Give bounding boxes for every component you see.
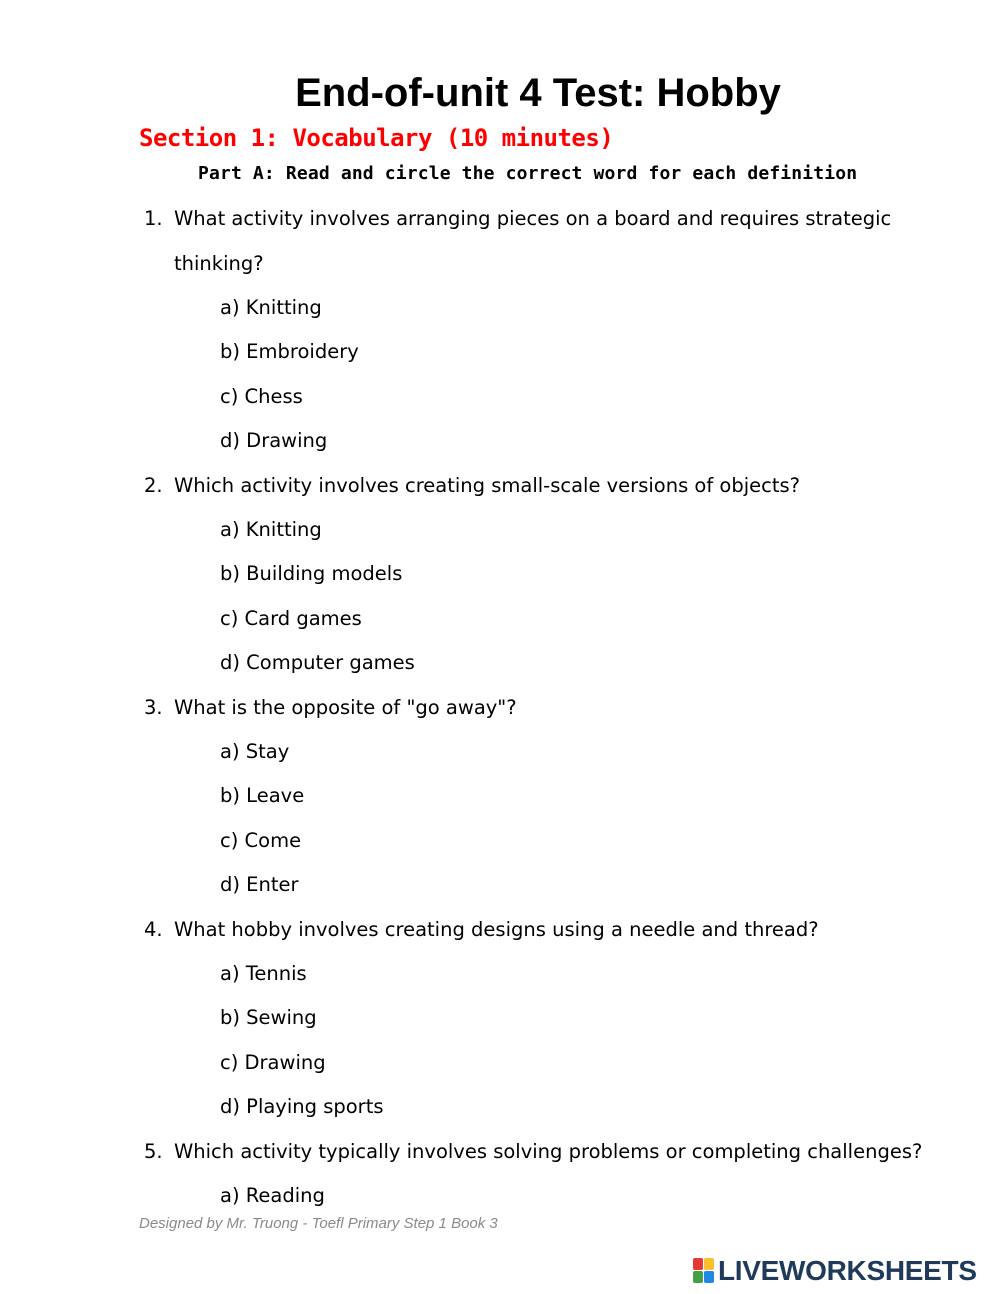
question-3-option-a[interactable]: a) Stay <box>220 740 290 763</box>
logo-square <box>704 1258 714 1270</box>
question-2-option-b[interactable]: b) Building models <box>220 562 403 585</box>
question-2-number: 2. <box>144 474 163 497</box>
question-1-option-b[interactable]: b) Embroidery <box>220 340 359 363</box>
question-1-option-a[interactable]: a) Knitting <box>220 296 322 319</box>
question-3-number: 3. <box>144 696 163 719</box>
question-2-option-d[interactable]: d) Computer games <box>220 651 415 674</box>
question-1-text-continued: thinking? <box>174 252 264 275</box>
question-2-option-a[interactable]: a) Knitting <box>220 518 322 541</box>
question-4-option-d[interactable]: d) Playing sports <box>220 1095 384 1118</box>
question-2-text: Which activity involves creating small-scale versions of objects? <box>174 474 801 497</box>
question-1-number: 1. <box>144 207 163 230</box>
question-4-option-b[interactable]: b) Sewing <box>220 1006 317 1029</box>
logo-square <box>693 1258 703 1270</box>
logo-square <box>704 1271 714 1283</box>
question-5-option-a[interactable]: a) Reading <box>220 1184 325 1207</box>
question-5-number: 5. <box>144 1140 163 1163</box>
brand-name: LIVEWORKSHEETS <box>718 1255 977 1286</box>
question-2-option-c[interactable]: c) Card games <box>220 607 362 630</box>
question-3-option-d[interactable]: d) Enter <box>220 873 299 896</box>
question-1-option-d[interactable]: d) Drawing <box>220 429 328 452</box>
question-4-text: What hobby involves creating designs using a needle and thread? <box>174 918 819 941</box>
question-4-option-a[interactable]: a) Tennis <box>220 962 307 985</box>
part-instructions: Part A: Read and circle the correct word for each definition <box>198 163 858 184</box>
liveworksheets-icon <box>693 1258 715 1284</box>
section-title: Section 1: Vocabulary (10 minutes) <box>139 124 614 152</box>
footer-credit: Designed by Mr. Truong - Toefl Primary Step 1 Book 3 <box>139 1215 498 1232</box>
question-1-text: What activity involves arranging pieces on a board and requires strategic <box>174 207 892 230</box>
question-1-option-c[interactable]: c) Chess <box>220 385 303 408</box>
logo-square <box>693 1271 703 1283</box>
question-3-option-c[interactable]: c) Come <box>220 829 302 852</box>
question-3-text: What is the opposite of "go away"? <box>174 696 517 719</box>
brand-logo[interactable] <box>693 1253 977 1289</box>
question-4-option-c[interactable]: c) Drawing <box>220 1051 326 1074</box>
question-3-option-b[interactable]: b) Leave <box>220 784 305 807</box>
question-4-number: 4. <box>144 918 163 941</box>
question-5-text: Which activity typically involves solving problems or completing challenges? <box>174 1140 923 1163</box>
page-title: End-of-unit 4 Test: Hobby <box>295 71 781 115</box>
